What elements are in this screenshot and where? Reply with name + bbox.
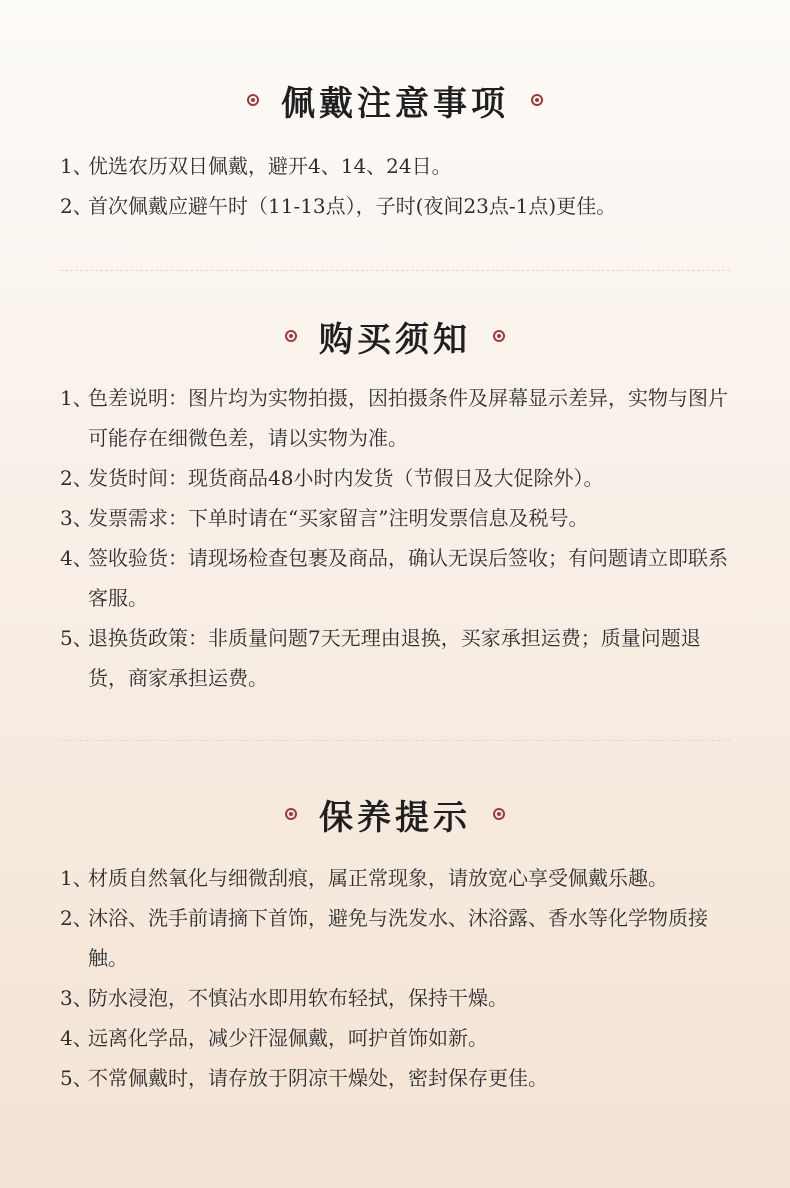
list-item — [0, 858, 790, 898]
wearing-notes-section — [0, 70, 790, 226]
list-item — [0, 618, 790, 698]
section-header — [0, 306, 790, 366]
section-title: 佩戴注意事项 — [281, 83, 509, 124]
item-text: 首次佩戴应避午时（11-13点），子时(夜间23点-1点)更佳。 — [88, 194, 617, 218]
item-number: 3、 — [60, 986, 93, 1010]
item-text: 发票需求：下单时请在“买家留言”注明发票信息及税号。 — [88, 506, 589, 530]
section-divider — [60, 740, 730, 741]
list-item — [0, 186, 790, 226]
care-tips-section — [0, 784, 790, 1098]
item-text: 签收验货：请现场检查包裹及商品，确认无误后签收；有问题请立即联系客服。 — [88, 546, 728, 610]
item-text: 优选农历双日佩戴，避开4、14、24日。 — [88, 154, 452, 178]
list-item — [0, 1058, 790, 1098]
item-number: 2、 — [60, 466, 93, 490]
item-number: 1、 — [60, 154, 93, 178]
item-text: 材质自然氧化与细微刮痕，属正常现象，请放宽心享受佩戴乐趣。 — [88, 866, 668, 890]
purchase-list — [0, 378, 790, 698]
item-text: 色差说明：图片均为实物拍摄，因拍摄条件及屏幕显示差异，实物与图片可能存在细微色差，请以实物为准。 — [88, 386, 728, 450]
item-number: 4、 — [60, 546, 93, 570]
ornament-right-icon — [493, 808, 505, 820]
item-number: 1、 — [60, 386, 93, 410]
list-item — [0, 978, 790, 1018]
section-title: 保养提示 — [319, 797, 471, 838]
list-item — [0, 498, 790, 538]
purchase-notes-section — [0, 306, 790, 698]
item-number: 1、 — [60, 866, 93, 890]
ornament-left-icon — [285, 330, 297, 342]
list-item — [0, 898, 790, 978]
item-number: 5、 — [60, 626, 93, 650]
item-number: 2、 — [60, 906, 93, 930]
care-list — [0, 858, 790, 1098]
section-divider — [60, 270, 730, 271]
ornament-right-icon — [531, 94, 543, 106]
list-item — [0, 458, 790, 498]
item-text: 远离化学品，减少汗湿佩戴，呵护首饰如新。 — [88, 1026, 488, 1050]
ornament-left-icon — [285, 808, 297, 820]
item-number: 3、 — [60, 506, 93, 530]
item-text: 退换货政策：非质量问题7天无理由退换，买家承担运费；质量问题退货，商家承担运费。 — [88, 626, 701, 690]
list-item — [0, 538, 790, 618]
ornament-left-icon — [247, 94, 259, 106]
list-item — [0, 1018, 790, 1058]
item-text: 发货时间：现货商品48小时内发货（节假日及大促除外）。 — [88, 466, 604, 490]
ornament-right-icon — [493, 330, 505, 342]
item-number: 5、 — [60, 1066, 93, 1090]
item-text: 不常佩戴时，请存放于阴凉干燥处，密封保存更佳。 — [88, 1066, 548, 1090]
section-header — [0, 70, 790, 130]
section-title: 购买须知 — [319, 319, 471, 360]
list-item — [0, 378, 790, 458]
section-header — [0, 784, 790, 844]
list-item — [0, 146, 790, 186]
item-text: 沐浴、洗手前请摘下首饰，避免与洗发水、沐浴露、香水等化学物质接触。 — [88, 906, 708, 970]
item-text: 防水浸泡，不慎沾水即用软布轻拭，保持干燥。 — [88, 986, 508, 1010]
item-number: 2、 — [60, 194, 93, 218]
notes-list — [0, 146, 790, 226]
item-number: 4、 — [60, 1026, 93, 1050]
